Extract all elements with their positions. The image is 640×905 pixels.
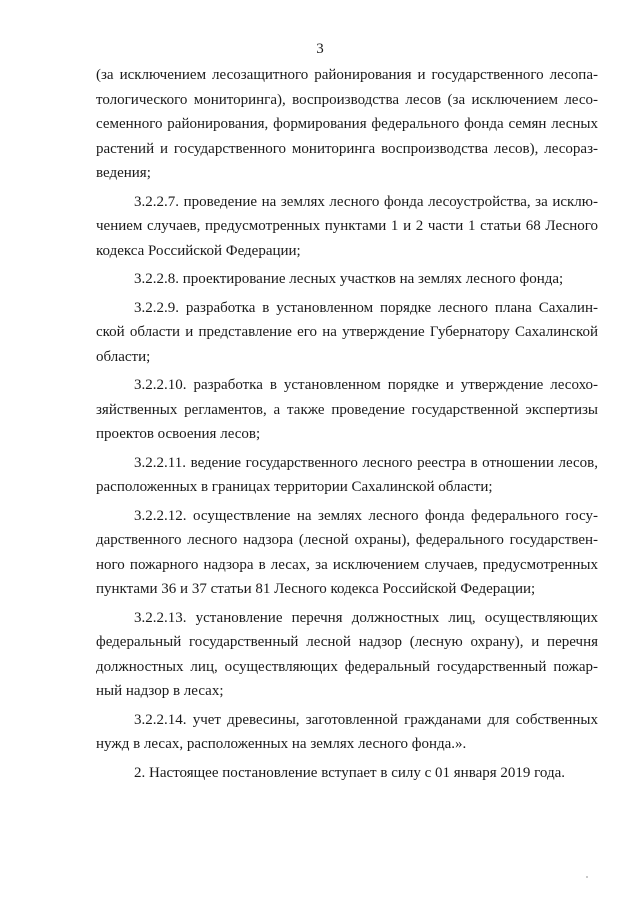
text-line: 3.2.2.7. проведение на землях лесного фонда лесоустройства, за исклю- bbox=[134, 193, 598, 210]
text-line: растений и государственного мониторинга воспроизводства лесов), лесораз- bbox=[96, 140, 598, 157]
text-line: ведения; bbox=[96, 165, 151, 181]
text-line: проектов освоения лесов; bbox=[96, 426, 261, 442]
text-line: 2. Настоящее постановление вступает в силу с 01 января 2019 года. bbox=[134, 764, 566, 781]
text-line: семенного районирования, формирования федерального фонда семян лесных bbox=[96, 116, 598, 132]
text-line: расположенных в границах территории Сахалинской области; bbox=[96, 479, 493, 495]
paragraph-3-2-2-11 bbox=[96, 451, 598, 500]
text-line: области; bbox=[96, 348, 151, 365]
text-line: чением случаев, предусмотренных пунктами 1 и 2 части 1 статьи 68 Лесного bbox=[96, 218, 598, 234]
text-line: федеральный государственный лесной надзор (лесную охрану), и перечня bbox=[96, 634, 598, 650]
page-number: 3 bbox=[316, 41, 324, 57]
text-line: (за исключением лесозащитного районирования и государственного лесопа- bbox=[96, 67, 598, 83]
text-line: нужд в лесах, расположенных на землях лесного фонда.». bbox=[96, 736, 467, 752]
text-line: пунктами 36 и 37 статьи 81 Лесного кодекса Российской Федерации; bbox=[96, 581, 536, 597]
text-line: ской области и представление его на утверждение Губернатору Сахалинской bbox=[96, 324, 598, 340]
text-line: 3.2.2.8. проектирование лесных участков на землях лесного фонда; bbox=[134, 271, 564, 287]
paragraph-3-2-2-8 bbox=[96, 267, 598, 292]
text-line: кодекса Российской Федерации; bbox=[96, 242, 301, 259]
scan-artifact bbox=[586, 876, 588, 878]
text-line: тологического мониторинга), воспроизводства лесов (за исключением лесо- bbox=[96, 91, 598, 108]
text-line: 3.2.2.13. установление перечня должностных лиц, осуществляющих bbox=[134, 609, 598, 626]
text-line: 3.2.2.14. учет древесины, заготовленной гражданами для собственных bbox=[134, 711, 598, 728]
text-line: ного пожарного надзора в лесах, за исключением случаев, предусмотренных bbox=[96, 556, 598, 573]
text-line: ный надзор в лесах; bbox=[96, 683, 224, 699]
paragraph-3-2-2-13 bbox=[96, 606, 598, 704]
paragraph-3-2-2-14 bbox=[96, 708, 598, 757]
text-line: зяйственных регламентов, а также проведение государственной экспертизы bbox=[96, 401, 598, 418]
text-line: 3.2.2.10. разработка в установленном порядке и утверждение лесохо- bbox=[134, 377, 598, 393]
text-line: дарственного лесного надзора (лесной охраны), федерального государствен- bbox=[96, 532, 598, 548]
text-line: 3.2.2.11. ведение государственного лесного реестра в отношении лесов, bbox=[134, 454, 598, 471]
paragraph-3-2-2-10 bbox=[96, 373, 598, 447]
paragraph-effective-date bbox=[96, 761, 598, 786]
paragraph-3-2-2-9 bbox=[96, 296, 598, 370]
paragraph-3-2-2-7 bbox=[96, 190, 598, 264]
document-body bbox=[96, 63, 598, 789]
text-line: 3.2.2.12. осуществление на землях лесного фонда федерального госу- bbox=[134, 507, 598, 524]
paragraph-continuation bbox=[96, 63, 598, 186]
paragraph-3-2-2-12 bbox=[96, 504, 598, 602]
text-line: должностных лиц, осуществляющих федеральный государственный пожар- bbox=[96, 658, 598, 675]
text-line: 3.2.2.9. разработка в установленном порядке лесного плана Сахалин- bbox=[134, 299, 598, 316]
